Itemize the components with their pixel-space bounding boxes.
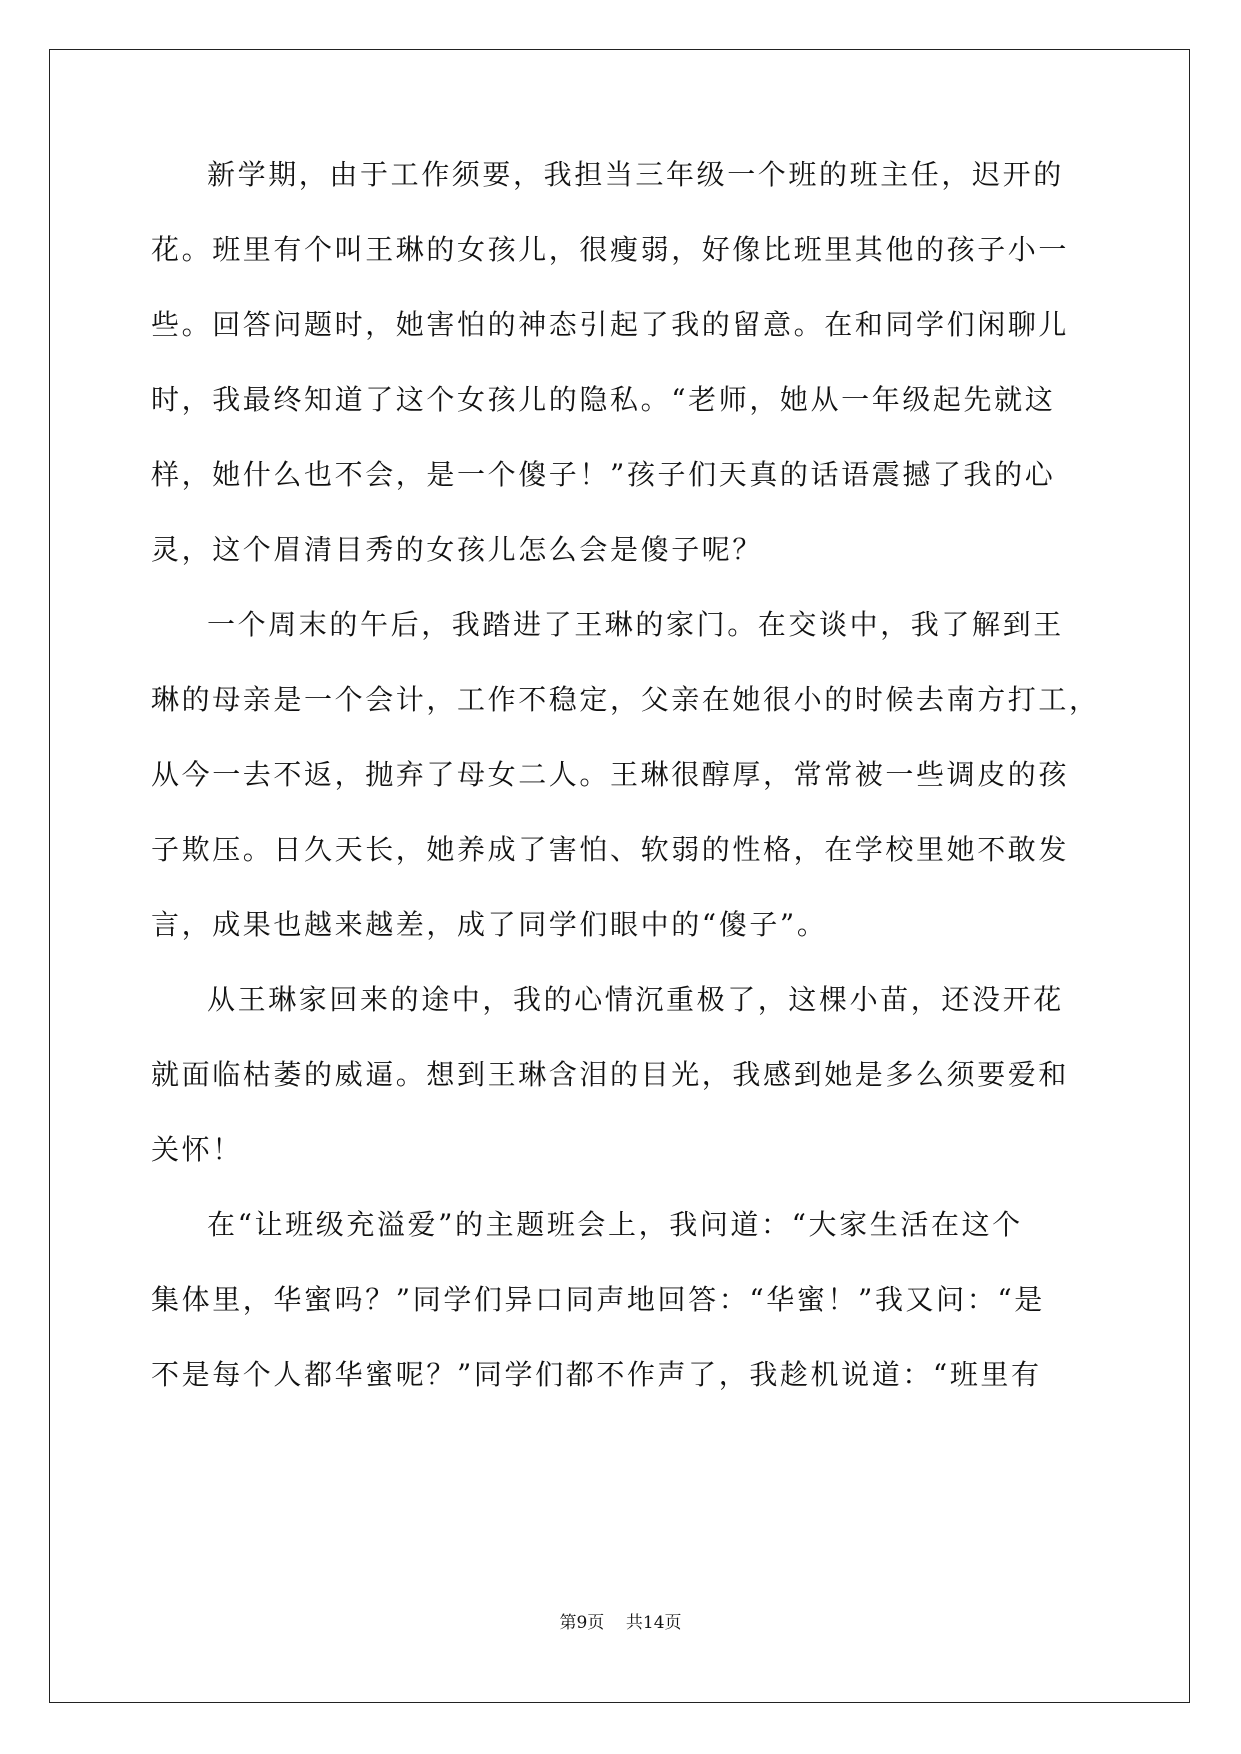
page-total: 共14页	[625, 1613, 682, 1633]
text-line: 子欺压。日久天长，她养成了害怕、软弱的性格，在学校里她不敢发	[151, 833, 1070, 866]
page-border	[49, 49, 1190, 1703]
text-line: 就面临枯萎的威逼。想到王琳含泪的目光，我感到她是多么须要爱和	[151, 1058, 1070, 1091]
text-line: 样，她什么也不会，是一个傻子！”孩子们天真的话语震撼了我的心	[151, 458, 1056, 491]
text-line: 一个周末的午后，我踏进了王琳的家门。在交谈中，我了解到王	[207, 608, 1064, 641]
text-line: 琳的母亲是一个会计，工作不稳定，父亲在她很小的时候去南方打工，	[151, 683, 1100, 716]
text-line: 花。班里有个叫王琳的女孩儿，很瘦弱，好像比班里其他的孩子小一	[151, 233, 1070, 266]
text-line: 关怀！	[151, 1133, 243, 1166]
text-line: 灵，这个眉清目秀的女孩儿怎么会是傻子呢？	[151, 533, 764, 566]
text-line: 集体里，华蜜吗？”同学们异口同声地回答：“华蜜！”我又问：“是	[151, 1283, 1045, 1316]
text-line: 从王琳家回来的途中，我的心情沉重极了，这棵小苗，还没开花	[207, 983, 1064, 1016]
page-footer	[0, 1611, 1241, 1635]
text-line: 时，我最终知道了这个女孩儿的隐私。“老师，她从一年级起先就这	[151, 383, 1056, 416]
text-line: 在“让班级充溢爱”的主题班会上，我问道：“大家生活在这个	[207, 1208, 1023, 1241]
text-line: 不是每个人都华蜜呢？”同学们都不作声了，我趁机说道：“班里有	[151, 1358, 1042, 1391]
page-number: 第9页	[559, 1613, 605, 1633]
text-line: 从今一去不返，抛弃了母女二人。王琳很醇厚，常常被一些调皮的孩	[151, 758, 1070, 791]
text-line: 言，成果也越来越差，成了同学们眼中的“傻子”。	[151, 908, 828, 941]
text-line: 些。回答问题时，她害怕的神态引起了我的留意。在和同学们闲聊儿	[151, 308, 1070, 341]
text-line: 新学期，由于工作须要，我担当三年级一个班的班主任，迟开的	[207, 158, 1064, 191]
